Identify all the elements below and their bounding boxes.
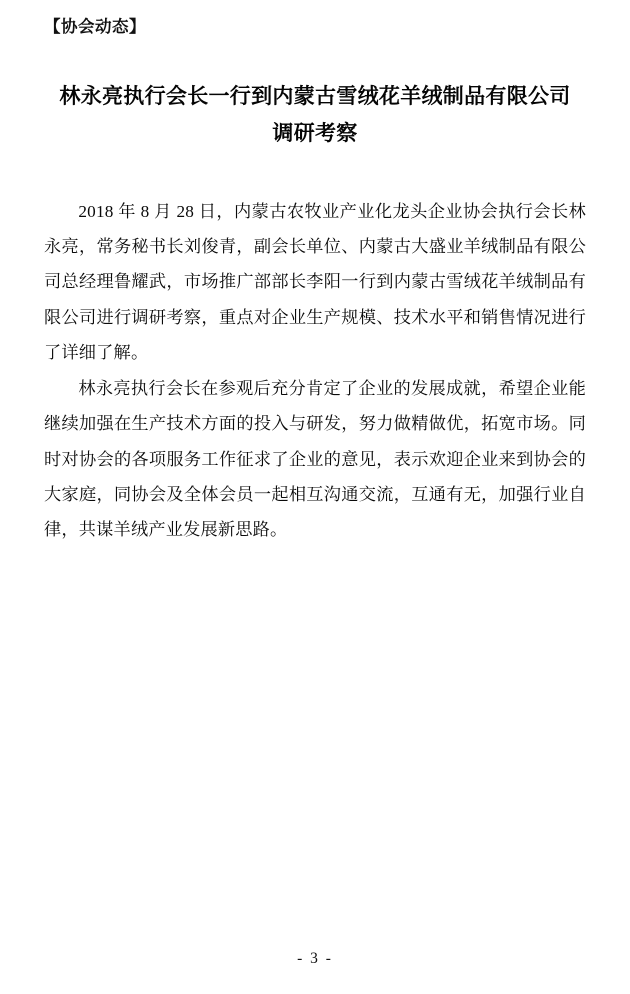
page-title: 林永亮执行会长一行到内蒙古雪绒花羊绒制品有限公司调研考察 [59, 84, 571, 146]
paragraph: 2018 年 8 月 28 日，内蒙古农牧业产业化龙头企业协会执行会长林永亮，常务秘书长刘俊青，副会长单位、内蒙古大盛业羊绒制品有限公司总经理鲁耀武，市场推广部部长李阳一行到内蒙古雪绒花羊绒制品有限公司进行调研考察，重点对企业生产规模、技术水平和销售情况进行了详细了解。 [44, 201, 586, 362]
page-number: - 3 - [297, 950, 333, 967]
document-body [44, 194, 586, 548]
category-tag: 【协会动态】 [44, 17, 146, 36]
paragraph: 林永亮执行会长在参观后充分肯定了企业的发展成就，希望企业能继续加强在生产技术方面的投入与研发，努力做精做优，拓宽市场。同时对协会的各项服务工作征求了企业的意见，表示欢迎企业来到协会的大家庭，同协会及全体会员一起相互沟通交流，互通有无，加强行业自律，共谋羊绒产业发展新思路。 [44, 379, 586, 540]
document-page [0, 14, 630, 994]
